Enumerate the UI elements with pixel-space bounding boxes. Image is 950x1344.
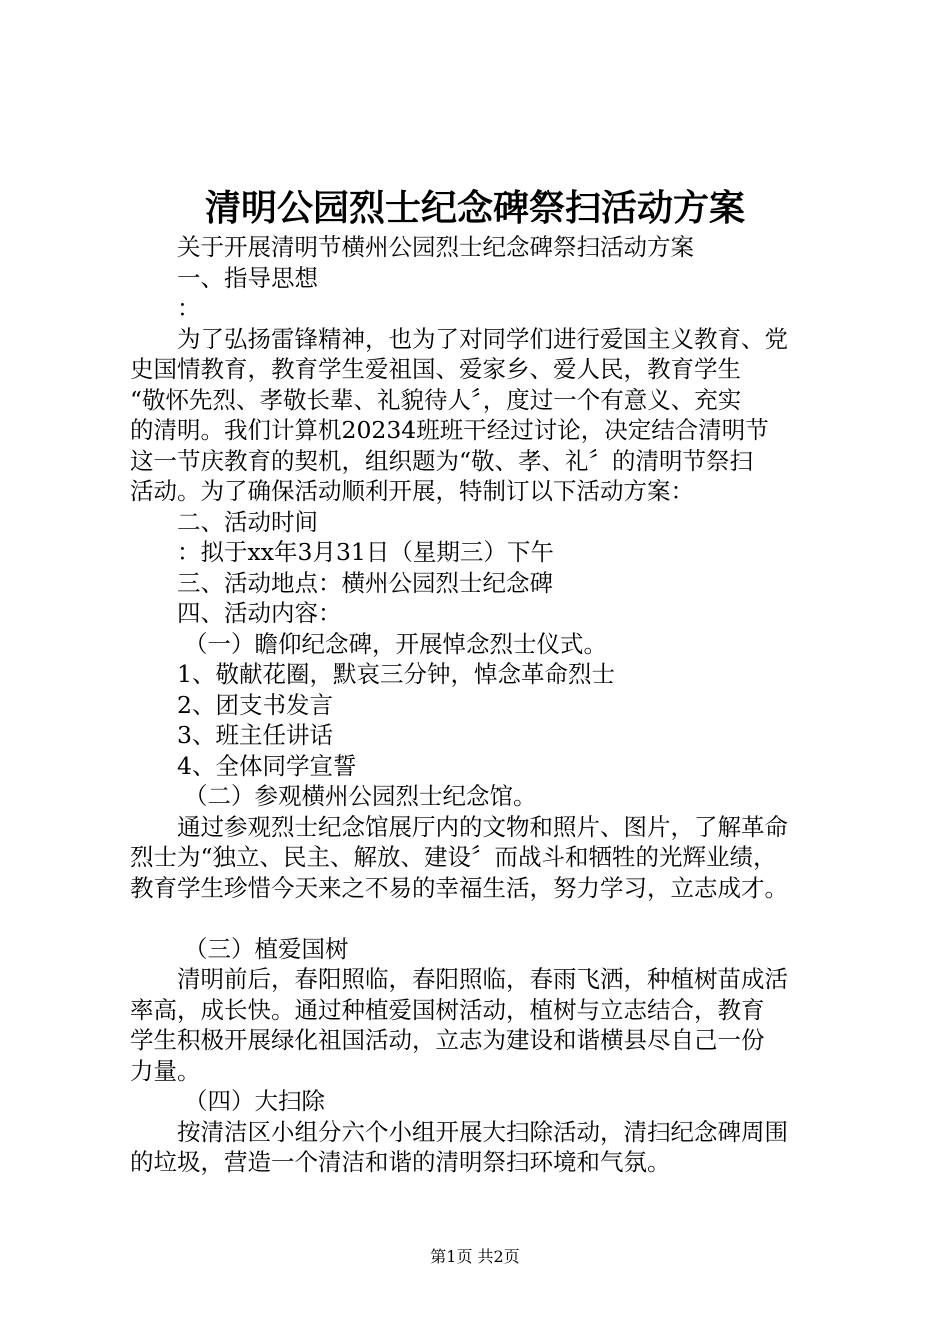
- list-item: 1、敬献花圈，默哀三分钟，悼念革命烈士: [177, 660, 615, 688]
- list-item: 4、全体同学宣誓: [177, 751, 357, 780]
- section-heading: 四、活动内容：: [177, 599, 342, 627]
- document-title: 清明公园烈士纪念碑祭扫活动方案: [204, 187, 745, 229]
- paragraph-line: 通过参观烈士纪念馆展厅内的文物和照片、图片，了解革命: [177, 812, 788, 841]
- paragraph-line: 的垃圾，营造一个清洁和谐的清明祭扫环境和气氛。: [130, 1148, 671, 1176]
- subsection-heading: （二）参观横州公园烈士纪念馆。: [184, 782, 537, 810]
- section-heading: 二、活动时间: [177, 507, 318, 536]
- paragraph-line: 学生积极开展绿化祖国活动，立志为建设和谐横县尽自己一份: [130, 1026, 765, 1054]
- paragraph-line: 这一节庆教育的契机，组织题为“敬、孝、礼〞的清明节祭扫: [130, 446, 754, 475]
- document-body: [130, 232, 850, 1178]
- paragraph-line: 为了弘扬雷锋精神，也为了对同学们进行爱国主义教育、党: [177, 324, 788, 353]
- blank-line: [130, 903, 850, 934]
- page-number: 第1页 共2页: [430, 1247, 520, 1266]
- section-heading: 三、活动地点：横州公园烈士纪念碑: [177, 568, 553, 597]
- text-line: ：: [177, 294, 201, 322]
- paragraph-line: 清明前后，春阳照临，春阳照临，春雨飞洒，种植树苗成活: [177, 965, 788, 993]
- paragraph-line: 按清洁区小组分六个小组开展大扫除活动，清扫纪念碑周围: [177, 1117, 788, 1146]
- subtitle-line: 关于开展清明节横州公园烈士纪念碑祭扫活动方案: [177, 233, 694, 261]
- subsection-heading: （三）植爱国树: [184, 934, 349, 963]
- paragraph-line: 的清明。我们计算机20234班班干经过讨论，决定结合清明节: [130, 416, 769, 444]
- paragraph-line: 史国情教育，教育学生爱祖国、爱家乡、爱人民，教育学生: [130, 355, 741, 383]
- list-item: 3、班主任讲话: [177, 721, 333, 749]
- paragraph-line: 烈士为“独立、民主、解放、建设〞而战斗和牺牲的光辉业绩，: [130, 843, 777, 871]
- subsection-heading: （一）瞻仰纪念碑，开展悼念烈士仪式。: [184, 629, 607, 658]
- text-line: ：拟于xx年3月31日（星期三）下午: [177, 538, 554, 566]
- paragraph-line: 力量。: [130, 1056, 201, 1085]
- paragraph-line: “敬怀先烈、孝敬长辈、礼貌待人〞，度过一个有意义、充实: [130, 385, 742, 414]
- list-item: 2、团支书发言: [177, 690, 333, 719]
- paragraph-line: 率高，成长快。通过种植爱国树活动，植树与立志结合，教育: [130, 995, 765, 1024]
- paragraph-line: 活动。为了确保活动顺利开展，特制订以下活动方案：: [130, 477, 694, 505]
- section-heading: 一、指导思想: [177, 263, 318, 292]
- paragraph-line: 教育学生珍惜今天来之不易的幸福生活，努力学习，立志成才。: [130, 873, 788, 902]
- subsection-heading: （四）大扫除: [184, 1087, 325, 1115]
